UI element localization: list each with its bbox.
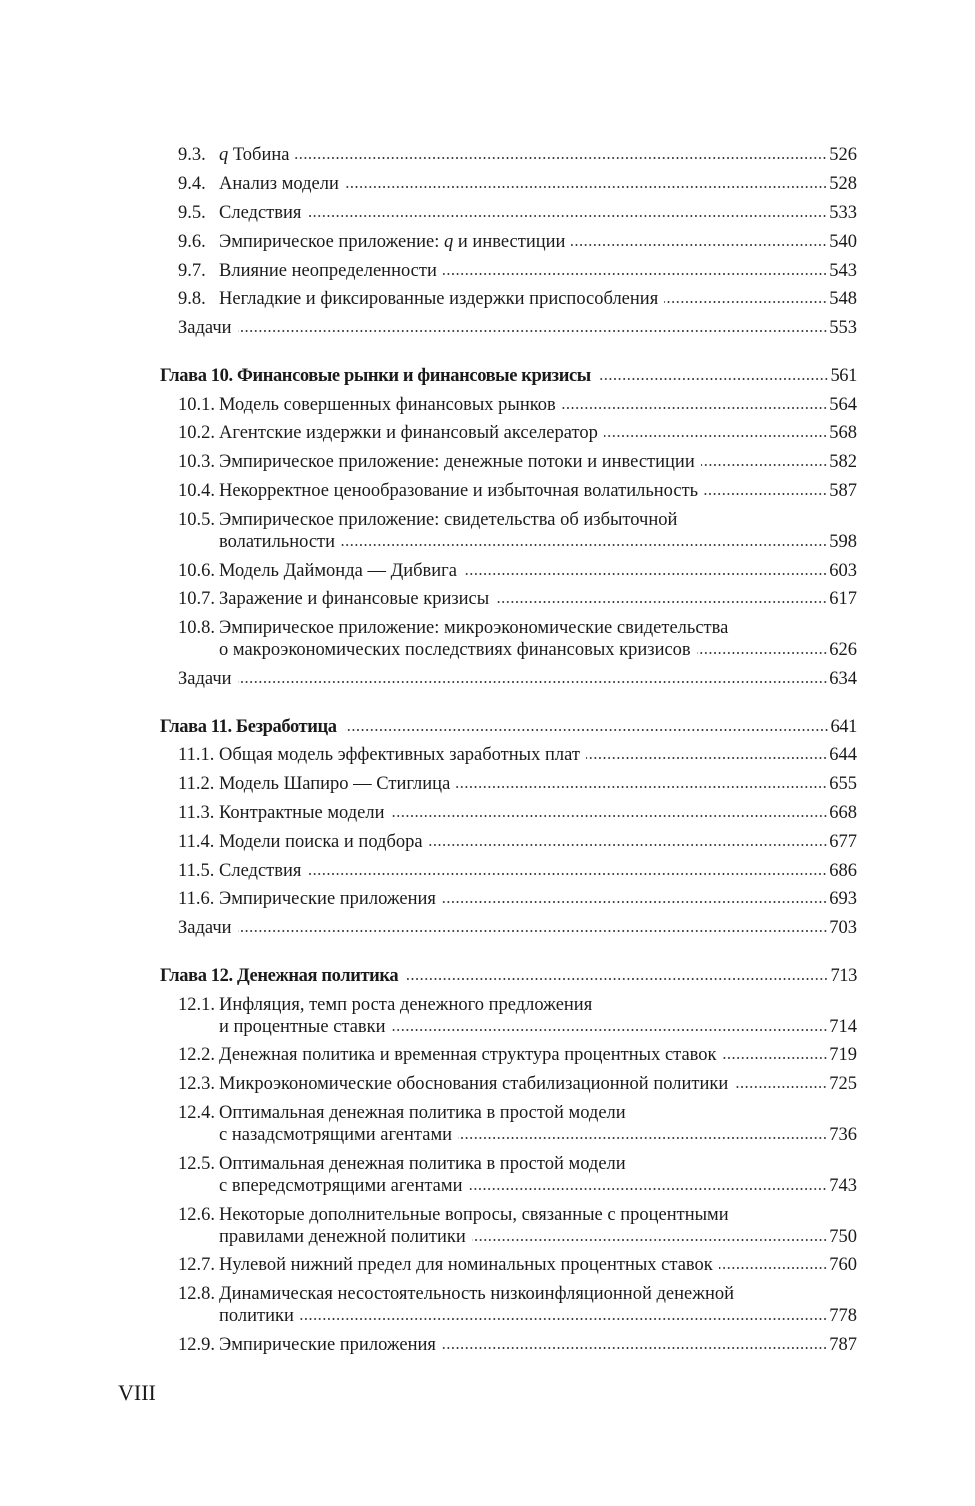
dot-leader (472, 1238, 827, 1242)
page-number: VIII (118, 1380, 156, 1405)
toc-section (160, 712, 857, 942)
section-number: 12.9. (178, 1334, 215, 1355)
dot-leader (599, 377, 829, 381)
toc-entry-line (178, 260, 857, 282)
toc-entry-line (178, 994, 857, 1016)
page-number-ref: 644 (829, 745, 857, 766)
dot-leader (468, 1187, 827, 1191)
page-number-ref: 693 (829, 889, 857, 910)
toc-entry[interactable] (178, 614, 857, 665)
section-number: 10.6. (178, 560, 215, 581)
section-title: Анализ модели (219, 174, 339, 195)
section-number: 10.4. (178, 480, 215, 501)
toc-entry[interactable] (178, 799, 857, 828)
toc-entry-line (178, 451, 857, 473)
dot-leader (664, 300, 827, 304)
section-title: с назадсмотрящими агентами (219, 1125, 453, 1146)
toc-entry-line (178, 144, 857, 166)
table-of-contents (160, 141, 857, 1359)
chapter-heading[interactable] (160, 361, 857, 390)
section-number: 12.2. (178, 1045, 215, 1066)
page-number-ref: 719 (829, 1045, 857, 1066)
toc-entry-line (178, 1175, 857, 1197)
dot-leader (406, 977, 828, 981)
dot-leader (238, 929, 828, 933)
title-part: Эмпирическое приложение: (219, 231, 445, 252)
section-title: Некоторые дополнительные вопросы, связанные с процентными (219, 1204, 729, 1225)
toc-entry-line (178, 509, 857, 531)
toc-entry[interactable] (178, 505, 857, 556)
section-title: Эмпирические приложения (219, 889, 436, 910)
page-number-ref: 677 (829, 831, 857, 852)
section-number: 11.2. (178, 774, 215, 795)
dot-leader (429, 843, 828, 847)
toc-entry-line (178, 917, 857, 939)
toc-entry-line (178, 560, 857, 582)
toc-entry-line (178, 1044, 857, 1066)
page-number-ref: 714 (829, 1016, 857, 1037)
dot-leader (734, 1085, 827, 1089)
dot-leader (238, 680, 828, 684)
section-title: Общая модель эффективных заработных плат (219, 745, 580, 766)
toc-entry-line (178, 1305, 857, 1327)
toc-section (160, 141, 857, 342)
section-title: о макроэкономических последствиях финансовых кризисов (219, 640, 691, 661)
page-number-ref: 528 (829, 174, 857, 195)
dot-leader (307, 214, 827, 218)
section-number: 11.3. (178, 803, 215, 824)
section-title: Динамическая несостоятельность низкоинфляционной денежной (219, 1284, 735, 1305)
toc-entry-line (178, 1016, 857, 1038)
toc-entry-line (178, 1283, 857, 1305)
toc-entry[interactable] (178, 419, 857, 448)
page-number-ref: 760 (829, 1255, 857, 1276)
dot-leader (345, 728, 829, 732)
chapter-heading-line (160, 965, 857, 987)
dot-leader (723, 1056, 828, 1060)
section-title: Денежная политика и временная структура процентных ставок (219, 1045, 717, 1066)
section-title: Модель совершенных финансовых рынков (219, 394, 556, 415)
dot-leader (392, 1028, 828, 1032)
math-symbol: q (219, 145, 229, 166)
page-number-ref: 603 (829, 560, 857, 581)
section-title: Инфляция, темп роста денежного предложения (219, 994, 593, 1015)
toc-entry-line (178, 668, 857, 690)
section-title: Эмпирическое приложение: денежные потоки и инвестиции (219, 452, 695, 473)
toc-entry-line (178, 744, 857, 766)
toc-entry-line (178, 202, 857, 224)
toc-entry[interactable] (178, 256, 857, 285)
section-title: Следствия (219, 860, 302, 881)
page-number-ref: 553 (829, 318, 857, 339)
toc-entry-line (178, 1204, 857, 1226)
dot-leader (300, 1317, 827, 1321)
page-number-ref: 587 (829, 480, 857, 501)
section-title: Влияние неопределенности (219, 260, 437, 281)
section-title: Задачи (178, 668, 232, 689)
toc-entry-line (178, 588, 857, 610)
section-title: Оптимальная денежная политика в простой модели (219, 1153, 626, 1174)
toc-entry-line (178, 394, 857, 416)
toc-entry[interactable] (178, 1149, 857, 1200)
toc-entry[interactable] (178, 1331, 857, 1360)
section-number: 11.1. (178, 745, 215, 766)
page-number-ref: 686 (829, 860, 857, 881)
page-number-ref: 526 (829, 145, 857, 166)
section-title: Модели поиска и подбора (219, 831, 423, 852)
dot-leader (442, 900, 827, 904)
toc-entry[interactable] (178, 770, 857, 799)
toc-entry-line (178, 480, 857, 502)
toc-entry[interactable] (178, 227, 857, 256)
toc-entry-line (178, 231, 857, 253)
page-number-ref: 725 (829, 1074, 857, 1095)
toc-entry-line (178, 888, 857, 910)
section-title: волатильности (219, 531, 336, 552)
page-number-ref: 743 (829, 1175, 857, 1196)
section-title: Следствия (219, 202, 302, 223)
chapter-page-number: 713 (830, 965, 857, 986)
toc-entry-line (178, 802, 857, 824)
section-title: Некорректное ценообразование и избыточная волатильность (219, 480, 699, 501)
section-number: 12.7. (178, 1255, 215, 1276)
toc-entry-line (178, 639, 857, 661)
section-title: Эмпирическое приложение: микроэкономические свидетельства (219, 618, 729, 639)
page-number-ref: 568 (829, 423, 857, 444)
section-number: 10.1. (178, 394, 215, 415)
section-title: Агентские издержки и финансовый акселератор (219, 423, 598, 444)
page-number-ref: 543 (829, 260, 857, 281)
toc-entry[interactable] (178, 990, 857, 1041)
toc-entry-line (178, 1254, 857, 1276)
dot-leader (345, 185, 827, 189)
dot-leader (701, 463, 828, 467)
chapter-label: Глава 11. (160, 716, 232, 737)
section-number: 12.4. (178, 1103, 215, 1124)
toc-entry[interactable] (178, 1070, 857, 1099)
toc-section (160, 361, 857, 693)
toc-entry-line (178, 1226, 857, 1248)
section-title: с впередсмотрящими агентами (219, 1175, 463, 1196)
section-number: 10.5. (178, 509, 215, 530)
chapter-heading-line (160, 716, 857, 738)
chapter-name: Денежная политика (236, 965, 399, 986)
title-part: и инвестиции (453, 231, 566, 252)
toc-entry[interactable] (178, 314, 857, 343)
section-number: 11.5. (178, 860, 215, 881)
section-number: 10.2. (178, 423, 215, 444)
section-title (219, 144, 289, 166)
page-number-ref: 617 (829, 589, 857, 610)
section-number: 9.6. (178, 231, 206, 252)
dot-leader (604, 434, 827, 438)
section-number: 11.6. (178, 889, 215, 910)
toc-entry[interactable] (178, 199, 857, 228)
dot-leader (458, 1136, 827, 1140)
page-number-ref: 533 (829, 202, 857, 223)
toc-entry[interactable] (178, 885, 857, 914)
page-number-ref: 548 (829, 289, 857, 310)
toc-entry-line (178, 1073, 857, 1095)
toc-entry[interactable] (178, 914, 857, 943)
section-number: 12.6. (178, 1204, 215, 1225)
dot-leader (442, 1346, 827, 1350)
toc-entry[interactable] (178, 390, 857, 419)
section-number: 12.3. (178, 1074, 215, 1095)
section-number: 10.3. (178, 452, 215, 473)
dot-leader (391, 814, 828, 818)
section-title (219, 231, 565, 253)
section-title: Микроэкономические обоснования стабилизационной политики (219, 1074, 729, 1095)
toc-entry-line (178, 1153, 857, 1175)
toc-section (160, 962, 857, 1360)
dot-leader (697, 651, 828, 655)
section-number: 9.7. (178, 260, 206, 281)
dot-leader (463, 572, 827, 576)
page-number-ref: 582 (829, 452, 857, 473)
section-title: Задачи (178, 918, 232, 939)
dot-leader (586, 756, 827, 760)
toc-entry[interactable] (178, 477, 857, 506)
page-number-ref: 668 (829, 803, 857, 824)
toc-entry-line (178, 531, 857, 553)
dot-leader (443, 272, 827, 276)
section-title: Негладкие и фиксированные издержки приспособления (219, 289, 659, 310)
dot-leader (719, 1266, 828, 1270)
section-title: Контрактные модели (219, 803, 385, 824)
dot-leader (562, 406, 828, 410)
section-title: правилами денежной политики (219, 1226, 466, 1247)
page-number-ref: 655 (829, 774, 857, 795)
chapter-title (160, 365, 591, 387)
page-number-ref: 778 (829, 1306, 857, 1327)
toc-entry[interactable] (178, 285, 857, 314)
math-symbol: q (444, 231, 454, 252)
section-title: Модель Даймонда — Дибвига (219, 560, 457, 581)
section-title: Оптимальная денежная политика в простой модели (219, 1103, 626, 1124)
dot-leader (495, 600, 827, 604)
section-title: Нулевой нижний предел для номинальных процентных ставок (219, 1255, 713, 1276)
toc-entry[interactable] (178, 141, 857, 170)
section-number: 12.1. (178, 994, 215, 1015)
chapter-title (160, 716, 337, 738)
section-number: 10.7. (178, 589, 215, 610)
chapter-label: Глава 12. (160, 965, 233, 986)
page-number-ref: 634 (829, 668, 857, 689)
toc-entry-line (178, 773, 857, 795)
section-number: 10.8. (178, 618, 215, 639)
title-part: Тобина (228, 145, 290, 166)
page-number-ref: 540 (829, 231, 857, 252)
section-title: и процентные ставки (219, 1016, 386, 1037)
page-number-ref: 598 (829, 531, 857, 552)
section-number: 12.5. (178, 1153, 215, 1174)
section-title: Эмпирическое приложение: свидетельства об избыточной (219, 509, 678, 530)
toc-entry[interactable] (178, 1280, 857, 1331)
toc-entry[interactable] (178, 448, 857, 477)
toc-entry-line (178, 422, 857, 444)
page-number-ref: 626 (829, 640, 857, 661)
section-number: 9.4. (178, 174, 206, 195)
section-number: 9.3. (178, 145, 206, 166)
section-title: Эмпирические приложения (219, 1334, 436, 1355)
section-number: 11.4. (178, 831, 215, 852)
chapter-heading[interactable] (160, 712, 857, 741)
toc-entry-line (178, 317, 857, 339)
toc-entry[interactable] (178, 1251, 857, 1280)
chapter-name: Безработица (235, 716, 337, 737)
dot-leader (571, 243, 827, 247)
toc-entry[interactable] (178, 1200, 857, 1251)
toc-entry-line (178, 617, 857, 639)
chapter-label: Глава 10. (160, 365, 233, 386)
section-number: 12.8. (178, 1284, 215, 1305)
dot-leader (307, 872, 827, 876)
toc-entry-line (178, 831, 857, 853)
section-number: 9.5. (178, 202, 206, 223)
toc-entry[interactable] (178, 1099, 857, 1150)
page-number-ref: 703 (829, 918, 857, 939)
toc-entry-line (178, 1102, 857, 1124)
toc-entry[interactable] (178, 556, 857, 585)
page-number-ref: 736 (829, 1125, 857, 1146)
toc-entry[interactable] (178, 856, 857, 885)
chapter-page-number: 561 (830, 365, 857, 386)
toc-entry[interactable] (178, 170, 857, 199)
chapter-heading[interactable] (160, 962, 857, 991)
toc-entry[interactable] (178, 1041, 857, 1070)
toc-entry-line (178, 288, 857, 310)
page-number-ref: 750 (829, 1226, 857, 1247)
page-number-ref: 787 (829, 1334, 857, 1355)
page-number-ref: 564 (829, 394, 857, 415)
dot-leader (704, 492, 827, 496)
toc-entry[interactable] (178, 827, 857, 856)
section-title: политики (219, 1306, 294, 1327)
dot-leader (341, 543, 827, 547)
dot-leader (238, 329, 828, 333)
chapter-name: Финансовые рынки и финансовые кризисы (236, 365, 591, 386)
toc-entry-line (178, 1124, 857, 1146)
chapter-title (160, 965, 398, 987)
section-number: 9.8. (178, 289, 206, 310)
toc-entry-line (178, 1334, 857, 1356)
toc-entry-line (178, 860, 857, 882)
toc-entry[interactable] (178, 741, 857, 770)
section-title: Модель Шапиро — Стиглица (219, 774, 451, 795)
toc-entry[interactable] (178, 585, 857, 614)
dot-leader (295, 156, 827, 160)
toc-entry-line (178, 173, 857, 195)
section-title: Заражение и финансовые кризисы (219, 589, 490, 610)
toc-entry[interactable] (178, 665, 857, 694)
section-title: Задачи (178, 318, 232, 339)
chapter-heading-line (160, 365, 857, 387)
dot-leader (456, 785, 827, 789)
chapter-page-number: 641 (830, 716, 857, 737)
